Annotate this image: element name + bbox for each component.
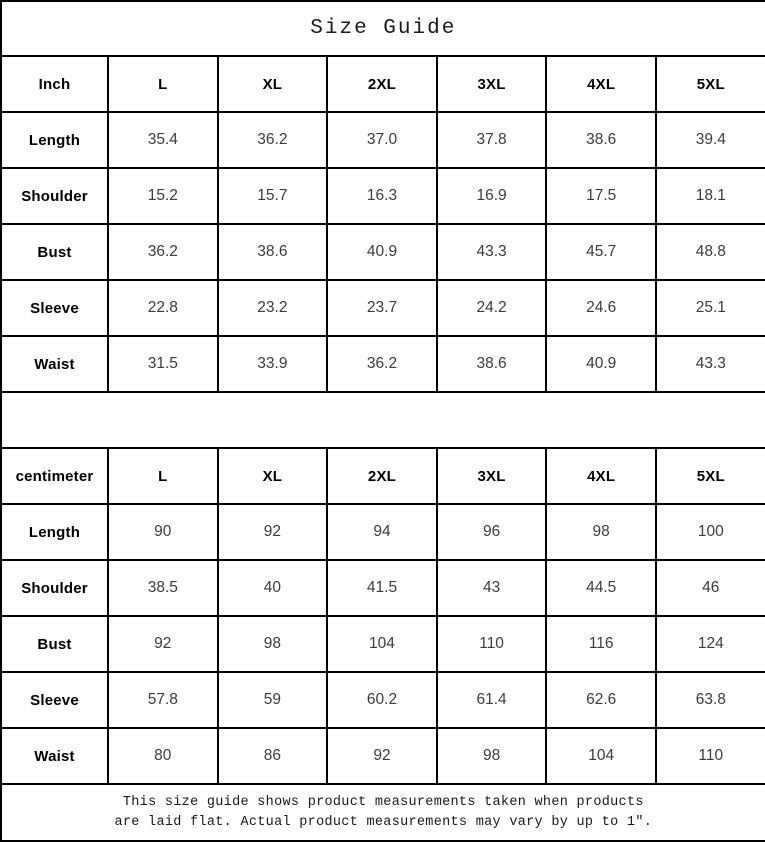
measurement-value: 110 bbox=[437, 616, 547, 672]
measurement-value: 31.5 bbox=[108, 336, 218, 392]
measurement-value: 100 bbox=[656, 504, 765, 560]
measurement-value: 104 bbox=[327, 616, 437, 672]
measurement-value: 38.5 bbox=[108, 560, 218, 616]
row-label: Sleeve bbox=[1, 280, 108, 336]
measurement-value: 43.3 bbox=[656, 336, 765, 392]
inch-header-row bbox=[1, 56, 765, 112]
row-label: Shoulder bbox=[1, 560, 108, 616]
measurement-value: 36.2 bbox=[327, 336, 437, 392]
inch-size-header-2xl: 2XL bbox=[327, 56, 437, 112]
measurement-value: 45.7 bbox=[546, 224, 656, 280]
cm-size-header-5xl: 5XL bbox=[656, 448, 765, 504]
spacer-row bbox=[1, 392, 765, 448]
inch-size-header-3xl: 3XL bbox=[437, 56, 547, 112]
inch-length-row bbox=[1, 112, 765, 168]
measurement-value: 43 bbox=[437, 560, 547, 616]
measurement-value: 92 bbox=[218, 504, 328, 560]
measurement-value: 37.8 bbox=[437, 112, 547, 168]
measurement-value: 98 bbox=[437, 728, 547, 784]
inch-shoulder-row bbox=[1, 168, 765, 224]
footer-note-line1: This size guide shows product measurements taken when products bbox=[122, 794, 644, 810]
row-label: Shoulder bbox=[1, 168, 108, 224]
measurement-value: 59 bbox=[218, 672, 328, 728]
measurement-value: 104 bbox=[546, 728, 656, 784]
inch-unit-header: Inch bbox=[1, 56, 108, 112]
row-label: Waist bbox=[1, 336, 108, 392]
measurement-value: 92 bbox=[108, 616, 218, 672]
measurement-value: 38.6 bbox=[218, 224, 328, 280]
inch-sleeve-row bbox=[1, 280, 765, 336]
measurement-value: 60.2 bbox=[327, 672, 437, 728]
measurement-value: 110 bbox=[656, 728, 765, 784]
inch-bust-row bbox=[1, 224, 765, 280]
row-label: Bust bbox=[1, 616, 108, 672]
measurement-value: 22.8 bbox=[108, 280, 218, 336]
measurement-value: 48.8 bbox=[656, 224, 765, 280]
cm-header-row bbox=[1, 448, 765, 504]
measurement-value: 23.7 bbox=[327, 280, 437, 336]
measurement-value: 41.5 bbox=[327, 560, 437, 616]
measurement-value: 40.9 bbox=[546, 336, 656, 392]
measurement-value: 37.0 bbox=[327, 112, 437, 168]
page-title: Size Guide bbox=[1, 1, 765, 56]
measurement-value: 17.5 bbox=[546, 168, 656, 224]
measurement-value: 33.9 bbox=[218, 336, 328, 392]
measurement-value: 40.9 bbox=[327, 224, 437, 280]
inch-size-header-5xl: 5XL bbox=[656, 56, 765, 112]
measurement-value: 39.4 bbox=[656, 112, 765, 168]
measurement-value: 96 bbox=[437, 504, 547, 560]
measurement-value: 63.8 bbox=[656, 672, 765, 728]
footer-note bbox=[1, 784, 765, 841]
measurement-value: 16.9 bbox=[437, 168, 547, 224]
cm-length-row bbox=[1, 504, 765, 560]
row-label: Length bbox=[1, 112, 108, 168]
measurement-value: 15.2 bbox=[108, 168, 218, 224]
measurement-value: 36.2 bbox=[218, 112, 328, 168]
measurement-value: 36.2 bbox=[108, 224, 218, 280]
measurement-value: 94 bbox=[327, 504, 437, 560]
row-label: Bust bbox=[1, 224, 108, 280]
measurement-value: 18.1 bbox=[656, 168, 765, 224]
measurement-value: 23.2 bbox=[218, 280, 328, 336]
measurement-value: 24.2 bbox=[437, 280, 547, 336]
footer-note-line2: are laid flat. Actual product measurements may vary by up to 1″. bbox=[114, 814, 653, 830]
measurement-value: 38.6 bbox=[546, 112, 656, 168]
measurement-value: 98 bbox=[546, 504, 656, 560]
measurement-value: 62.6 bbox=[546, 672, 656, 728]
cm-shoulder-row bbox=[1, 560, 765, 616]
measurement-value: 43.3 bbox=[437, 224, 547, 280]
measurement-value: 46 bbox=[656, 560, 765, 616]
inch-size-header-4xl: 4XL bbox=[546, 56, 656, 112]
measurement-value: 92 bbox=[327, 728, 437, 784]
cm-unit-header: centimeter bbox=[1, 448, 108, 504]
measurement-value: 24.6 bbox=[546, 280, 656, 336]
measurement-value: 57.8 bbox=[108, 672, 218, 728]
measurement-value: 86 bbox=[218, 728, 328, 784]
row-label: Waist bbox=[1, 728, 108, 784]
row-label: Sleeve bbox=[1, 672, 108, 728]
measurement-value: 15.7 bbox=[218, 168, 328, 224]
measurement-value: 40 bbox=[218, 560, 328, 616]
cm-waist-row bbox=[1, 728, 765, 784]
cm-size-header-xl: XL bbox=[218, 448, 328, 504]
row-label: Length bbox=[1, 504, 108, 560]
cm-size-header-2xl: 2XL bbox=[327, 448, 437, 504]
measurement-value: 90 bbox=[108, 504, 218, 560]
measurement-value: 38.6 bbox=[437, 336, 547, 392]
measurement-value: 116 bbox=[546, 616, 656, 672]
measurement-value: 16.3 bbox=[327, 168, 437, 224]
measurement-value: 44.5 bbox=[546, 560, 656, 616]
cm-size-header-4xl: 4XL bbox=[546, 448, 656, 504]
inch-waist-row bbox=[1, 336, 765, 392]
inch-size-header-xl: XL bbox=[218, 56, 328, 112]
measurement-value: 61.4 bbox=[437, 672, 547, 728]
measurement-value: 124 bbox=[656, 616, 765, 672]
cm-sleeve-row bbox=[1, 672, 765, 728]
measurement-value: 25.1 bbox=[656, 280, 765, 336]
measurement-value: 98 bbox=[218, 616, 328, 672]
cm-bust-row bbox=[1, 616, 765, 672]
cm-size-header-3xl: 3XL bbox=[437, 448, 547, 504]
measurement-value: 80 bbox=[108, 728, 218, 784]
measurement-value: 35.4 bbox=[108, 112, 218, 168]
inch-size-header-l: L bbox=[108, 56, 218, 112]
cm-size-header-l: L bbox=[108, 448, 218, 504]
